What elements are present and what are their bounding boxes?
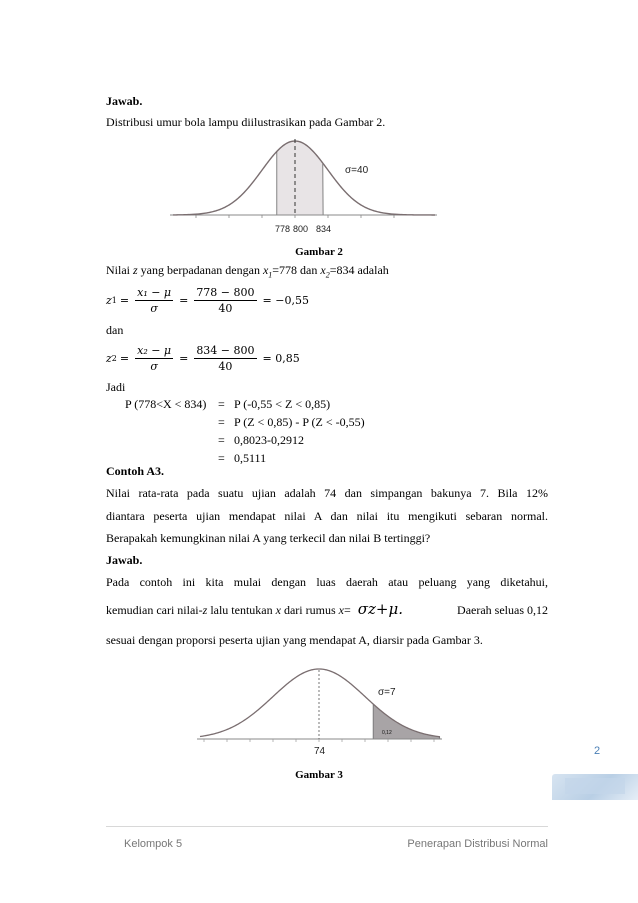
example-heading: Contoh A3. (106, 464, 165, 478)
page-number: 2 (594, 745, 601, 757)
figure3-caption: Gambar 3 (295, 769, 343, 781)
z-intro: Nilai z yang berpadanan dengan $x_1=778$ dan $x_2=834$ adalah (106, 263, 389, 280)
figure3-sigma-label: σ=7 (378, 687, 396, 698)
jadi-text: Jadi (106, 380, 126, 394)
figure3-tick-label: 74 (314, 746, 326, 757)
answer-heading-2: Jawab. (106, 553, 143, 567)
figure2-tick-label-800: 800 (293, 224, 309, 234)
answer-heading-1: Jawab. (106, 94, 143, 108)
page-corner-accent (565, 778, 625, 794)
prob-eq-0: = (218, 397, 225, 411)
dan-text: dan (106, 323, 124, 337)
equation-z2: z 2 = $\frac{\text{x₂ − μ}}{\sigma}$ = $\frac{834 - 800}{40}$ = 0,85 (106, 343, 300, 373)
figure2-sigma-label: σ=40 (345, 165, 369, 176)
figure3-curve (200, 669, 440, 737)
example-line-2: diantara peserta ujian mendapat nilai A dan nilai itu mengikuti sebaran normal. (106, 509, 548, 523)
prob-rhs-0: P (-0,55 < Z < 0,85) (234, 397, 331, 411)
footer-right: Penerapan Distribusi Normal (407, 838, 548, 850)
footer-left: Kelompok 5 (124, 838, 183, 850)
prob-rhs-2: 0,8023-0,2912 (234, 433, 304, 447)
equation-z1: z 1 = $\frac{\text{x₁ − μ}}{\sigma}$ = $\frac{778 - 800}{40}$ = −0,55 (106, 285, 309, 315)
figure2-tick-label-834: 834 (316, 224, 332, 234)
footer-divider (106, 826, 548, 827)
figure2-tick-label-778: 778 (275, 224, 291, 234)
figure3-area-label: 0,12 (382, 730, 392, 736)
example-line-3: Berapakah kemungkinan nilai A yang terkecil dan nilai B tertinggi? (106, 531, 431, 545)
formula: σz+μ. (357, 600, 403, 618)
prob-lhs: P (778<X < 834) (125, 397, 207, 411)
answer2-line-3: sesuai dengan proporsi peserta ujian yang mendapat A, diarsir pada Gambar 3. (106, 633, 483, 647)
figure2-intro: Distribusi umur bola lampu diilustrasikan pada Gambar 2. (106, 115, 386, 129)
example-line-1: Nilai rata-rata pada suatu ujian adalah 74 dan simpangan bakunya 7. Bila 12% (106, 486, 548, 500)
prob-eq-3: = (218, 451, 225, 465)
figure3-normal-curve (192, 664, 450, 760)
prob-eq-1: = (218, 415, 225, 429)
figure2-normal-curve (165, 133, 445, 238)
figure2-shaded-region (277, 141, 323, 215)
answer2-line-2: kemudian cari nilai-z lalu tentukan x dari rumus x= σz+μ. Daerah seluas 0,12 (106, 600, 548, 618)
figure2-caption: Gambar 2 (295, 246, 343, 258)
prob-rhs-3: 0,5111 (234, 451, 267, 465)
answer2-line-1: Pada contoh ini kita mulai dengan luas daerah atau peluang yang diketahui, (106, 575, 548, 589)
prob-rhs-1: P (Z < 0,85) - P (Z < -0,55) (234, 415, 365, 429)
prob-eq-2: = (218, 433, 225, 447)
